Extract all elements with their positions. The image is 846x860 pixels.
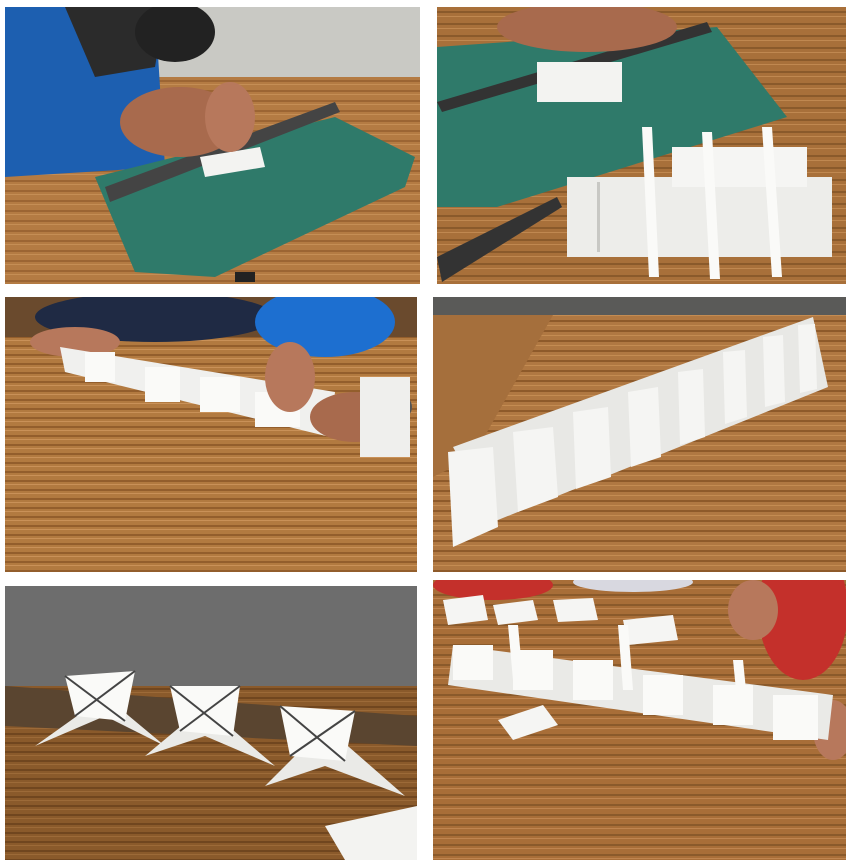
photo-triangular-units: [5, 586, 417, 860]
photo-paper-grid: [437, 7, 846, 284]
photo-long-grid: [433, 297, 846, 572]
photo-hands-assembling: [5, 297, 417, 572]
photo-chain-scattered-cards: [433, 580, 846, 860]
photo-cutting-card: [5, 7, 420, 284]
